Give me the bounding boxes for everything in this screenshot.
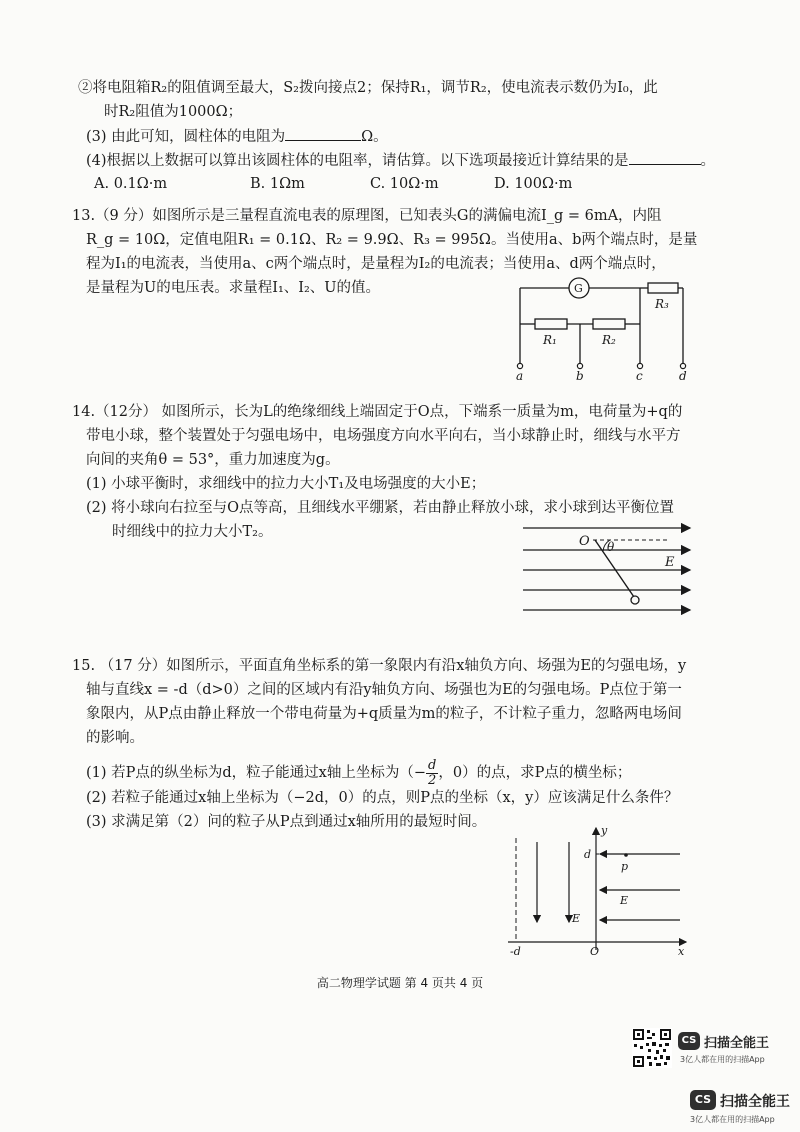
q15-line3: 象限内，从P点由静止释放一个带电荷量为+q质量为m的粒子，不计粒子重力，忽略两电场间 xyxy=(86,706,682,722)
terminal-d xyxy=(680,363,685,368)
q15-part1 xyxy=(86,758,631,788)
point-p xyxy=(624,853,628,857)
field-e-right-label: E xyxy=(620,894,629,907)
terminal-b xyxy=(577,363,582,368)
terminal-c-label: c xyxy=(636,369,643,383)
terminal-a-label: a xyxy=(516,369,524,383)
q12-part4 xyxy=(86,150,715,171)
q14-field-diagram xyxy=(515,520,700,620)
d-label: d xyxy=(584,848,592,861)
scanner-app-name-bottom: 扫描全能王 xyxy=(720,1094,790,1110)
scanner-app-slogan-top: 3亿人都在用的扫描App xyxy=(680,1055,765,1064)
q14-part2-line1: (2) 将小球向右拉至与O点等高，且细线水平绷紧，若由静止释放小球，求小球到达平衡位置 xyxy=(86,500,675,516)
terminal-a xyxy=(517,363,522,368)
fraction-d-over-2: $\frac{d}{2}$ xyxy=(428,757,437,788)
q14-part1: (1) 小球平衡时，求细线中的拉力大小T₁及电场强度的大小E； xyxy=(86,476,486,492)
q12-part4-prefix: (4)根据以上数据可以算出该圆柱体的电阻率，请估算。以下选项最接近计算结果的是 xyxy=(86,153,629,169)
field-e-left-label: E xyxy=(572,912,581,925)
point-o-label: O xyxy=(579,534,590,549)
q12-step2-line2: 时R₂阻值为1000Ω； xyxy=(104,104,243,120)
q15-line1: 15. （17 分）如图所示，平面直角坐标系的第一象限内有沿x轴负方向、场强为E的匀强电场，y xyxy=(72,658,687,674)
q12-step2-line1: ②将电阻箱R₂的阻值调至最大，S₂拨向接点2；保持R₁，调节R₂，使电流表示数仍为I₀，此 xyxy=(78,80,658,96)
q13-line1: 13.（9 分）如图所示是三量程直流电表的原理图，已知表头G的满偏电流I_g = 6mA，内阻 xyxy=(72,208,662,224)
theta-label: θ xyxy=(607,540,615,554)
q14-line1: 14.（12分） 如图所示，长为L的绝缘细线上端固定于O点，下端系一质量为m，电荷量为+q的 xyxy=(72,404,683,420)
q15-part1-suffix: ，0）的点，求P点的横坐标； xyxy=(438,765,632,781)
q13-line2: R_g = 10Ω，定值电阻R₁ = 0.1Ω、R₂ = 9.9Ω、R₃ = 995Ω。当使用a、b两个端点时，是量 xyxy=(86,232,698,248)
q12-part3-prefix: (3) 由此可知，圆柱体的电阻为 xyxy=(86,129,286,145)
q15-line4: 的影响。 xyxy=(86,730,144,746)
q12-part4-suffix: 。 xyxy=(700,153,716,169)
origin-label: O xyxy=(590,945,600,958)
q13-line3: 程为I₁的电流表，当使用a、c两个端点时，是量程为I₂的电流表；当使用a、d两个端点时， xyxy=(86,256,666,272)
q14-part2-line2: 时细线中的拉力大小T₂。 xyxy=(112,524,273,540)
scanner-app-slogan-bottom: 3亿人都在用的扫描App xyxy=(690,1115,775,1124)
q15-part2: (2) 若粒子能通过x轴上坐标为（−2d，0）的点，则P点的坐标（x，y）应该满足什么条件？ xyxy=(86,790,679,806)
q12-option-c: C. 10Ω·m xyxy=(370,176,439,192)
r2-resistor xyxy=(593,319,625,329)
scanner-logo-badge-bottom: CS xyxy=(690,1090,716,1110)
r3-label: R₃ xyxy=(655,297,669,311)
string xyxy=(595,540,634,597)
terminal-b-label: b xyxy=(576,369,584,383)
page-footer: 高二物理学试题 第 4 页共 4 页 xyxy=(316,976,484,990)
charged-ball xyxy=(631,596,639,604)
q15-part1-prefix: (1) 若P点的纵坐标为d，粒子能通过x轴上坐标为（− xyxy=(86,765,427,781)
qr-code-icon xyxy=(632,1028,672,1068)
q14-line2: 带电小球，整个装置处于匀强电场中，电场强度方向水平向右，当小球静止时，细线与水平方 xyxy=(86,428,681,444)
q12-part3-suffix: Ω。 xyxy=(361,129,388,145)
q12-part3 xyxy=(86,126,388,147)
q13-line4: 是量程为U的电压表。求量程I₁、I₂、U的值。 xyxy=(86,280,381,296)
x-axis-label: x xyxy=(678,945,685,958)
point-p-label: p xyxy=(621,860,629,873)
scanner-logo-badge-top: CS xyxy=(678,1032,700,1050)
terminal-d-label: d xyxy=(679,369,687,383)
galvanometer-label: G xyxy=(574,282,583,295)
q12-option-d: D. 100Ω·m xyxy=(494,176,573,192)
r1-resistor xyxy=(535,319,567,329)
q13-circuit-diagram xyxy=(505,272,705,384)
q12-option-a: A. 0.1Ω·m xyxy=(94,176,168,192)
q14-line3: 向间的夹角θ = 53°，重力加速度为g。 xyxy=(86,452,340,468)
r1-label: R₁ xyxy=(543,333,557,347)
y-axis-label: y xyxy=(601,824,608,837)
q15-part3: (3) 求满足第（2）问的粒子从P点到通过x轴所用的最短时间。 xyxy=(86,814,487,830)
r3-resistor xyxy=(648,283,678,293)
neg-d-label: -d xyxy=(510,945,521,958)
q15-line2: 轴与直线x = -d（d>0）之间的区域内有沿y轴负方向、场强也为E的匀强电场。P点位于第一 xyxy=(86,682,682,698)
answer-blank-part3[interactable] xyxy=(285,126,361,141)
answer-blank-part4[interactable] xyxy=(629,150,701,165)
q12-option-b: B. 1Ωm xyxy=(250,176,305,192)
q15-coordinate-diagram xyxy=(500,822,696,958)
field-e-label: E xyxy=(665,555,675,570)
r2-label: R₂ xyxy=(602,333,616,347)
terminal-c xyxy=(637,363,642,368)
scanner-app-name-top: 扫描全能王 xyxy=(704,1036,770,1051)
